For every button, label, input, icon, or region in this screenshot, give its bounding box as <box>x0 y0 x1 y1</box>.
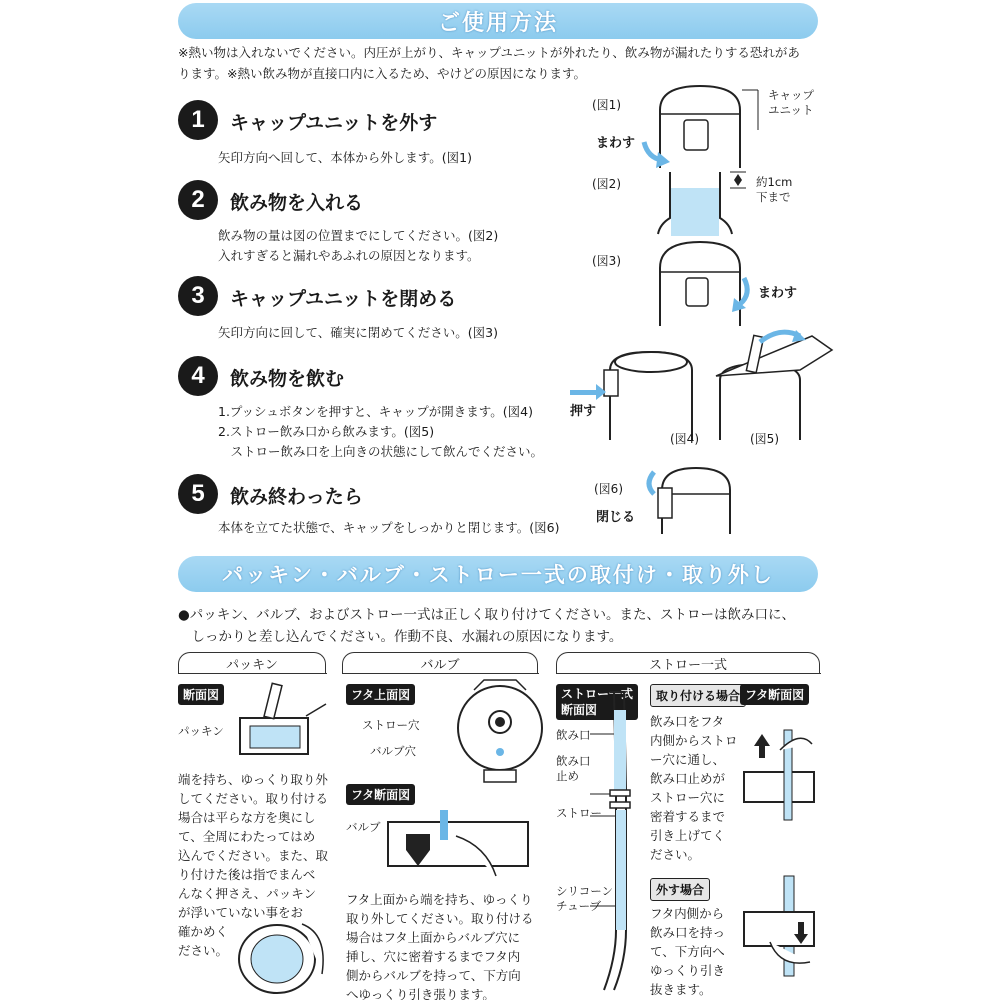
packing-diagram <box>236 680 336 760</box>
step-4-title: 飲み物を飲む <box>230 368 345 390</box>
straw-remove-instructions: フタ内側から 飲み口を持っ て、下方向へ ゆっくり引き 抜きます。 <box>650 906 726 997</box>
tab-packing: パッキン <box>178 652 326 674</box>
silicone-tube-label: シリコーン チューブ <box>556 884 614 913</box>
packing-part-label: パッキン <box>178 724 224 738</box>
cap-unit-label: キャップ ユニット <box>768 88 814 117</box>
step-2-title: 飲み物を入れる <box>230 192 364 214</box>
tab-straw-set: ストロー一式 <box>556 652 820 674</box>
straw-set-diagram <box>590 690 650 996</box>
mouthpiece-label: 飲み口 <box>556 728 591 742</box>
straw-hole-label: ストロー穴 <box>362 718 420 732</box>
step-3-desc: 矢印方向に回して、確実に閉めてください。(図3) <box>218 325 498 340</box>
fig4-fig5-illustration <box>600 330 835 450</box>
attach-case-label: 取り付ける場合 <box>650 684 746 707</box>
section-title-parts: パッキン・バルブ・ストロー一式の取付け・取り外し <box>178 556 818 592</box>
mouthpiece-stopper-label: 飲み口 止め <box>556 754 591 783</box>
straw-label: ストロー <box>556 806 602 820</box>
warning-text: ※熱い物は入れないでください。内圧が上がり、キャップユニットが外れたり、飲み物が漏れたりする恐れがあ ります。※熱い飲み物が直接口内に入るため、やけどの原因になります。 <box>178 45 800 81</box>
close-label: 閉じる <box>596 510 636 525</box>
step-3-title: キャップユニットを閉める <box>230 288 457 310</box>
packing-instructions: 端を持ち、ゆっくり取り外 してください。取り付ける 場合は平らな方を奥にし て、全周にわたってはめ 込んでください。また、取 り付けた後は指でまんべ んなく押さえ、パッキン が浮いていない事をお 確かめく ださい。 <box>178 772 329 958</box>
straw-remove-diagram <box>740 872 820 982</box>
step-5-desc: 本体を立てた状態で、キャップをしっかりと閉じます。(図6) <box>218 520 560 535</box>
fig3-label: (図3) <box>592 254 621 268</box>
fig2-bottle-illustration <box>650 168 760 238</box>
fig6-cap-illustration <box>650 464 740 534</box>
lid-section-label: フタ断面図 <box>346 784 415 805</box>
lid-section-label-straw: フタ断面図 <box>740 684 809 705</box>
step-5-title: 飲み終わったら <box>230 486 363 508</box>
packing-hand-illustration <box>232 904 332 994</box>
straw-attach-diagram <box>740 710 820 820</box>
step-2-desc: 飲み物の量は図の位置までにしてください。(図2) 入れすぎると漏れやあふれの原因となります。 <box>218 228 499 263</box>
turn-label-fig3: まわす <box>758 286 798 301</box>
fig5-label: (図5) <box>750 432 779 446</box>
turn-label-fig1: まわす <box>596 136 636 151</box>
step-2-number: 2 <box>178 180 218 220</box>
step-4-number: 4 <box>178 356 218 396</box>
fill-level-label: 約1cm 下まで <box>756 175 793 204</box>
step-1-title: キャップユニットを外す <box>230 112 438 134</box>
parts-instruction: ●パッキン、バルブ、およびストロー一式は正しく取り付けてください。また、ストローは飲み口に、 しっかりと差し込んでください。作動不良、水漏れの原因になります。 <box>178 607 795 645</box>
valve-instructions: フタ上面から端を持ち、ゆっくり 取り外してください。取り付ける 場合はフタ上面からバルブ穴に 挿し、穴に密着するまでフタ内 側からバルブを持って、下方向 へゆっくり引き張ります。 <box>346 892 534 1000</box>
step-4-desc: 1.プッシュボタンを押すと、キャップが開きます。(図4) 2.ストロー飲み口から飲みます。(図5) ストロー飲み口を上向きの状態にして飲んでください。 <box>218 404 544 459</box>
lid-top-view-label: フタ上面図 <box>346 684 415 705</box>
straw-attach-instructions: 飲み口をフタ 内側からストロ ー穴に通し、 飲み口止めが ストロー穴に 密着するまで 引き上げてく ださい。 <box>650 714 738 862</box>
step-3-number: 3 <box>178 276 218 316</box>
straw-section-label: ストロー一式 断面図 <box>556 684 638 720</box>
step-1-number: 1 <box>178 100 218 140</box>
tab-valve: バルブ <box>342 652 538 674</box>
valve-section-diagram <box>386 806 536 890</box>
fig1-cap-illustration <box>640 80 770 170</box>
step-1-desc: 矢印方向へ回して、本体から外します。(図1) <box>218 150 472 165</box>
section-title-usage: ご使用方法 <box>178 3 818 39</box>
lid-top-view-diagram <box>454 676 554 786</box>
fig1-label: (図1) <box>592 98 621 112</box>
valve-hole-label: バルブ穴 <box>370 744 416 758</box>
valve-part-label: バルブ <box>346 820 381 834</box>
fig2-label: (図2) <box>592 177 621 191</box>
fig3-cap-illustration <box>650 238 760 328</box>
push-label: 押す <box>570 404 597 419</box>
packing-section-label: 断面図 <box>178 684 224 705</box>
step-5-number: 5 <box>178 474 218 514</box>
fig6-label: (図6) <box>594 482 623 496</box>
remove-case-label: 外す場合 <box>650 878 710 901</box>
fig4-label: (図4) <box>670 432 699 446</box>
